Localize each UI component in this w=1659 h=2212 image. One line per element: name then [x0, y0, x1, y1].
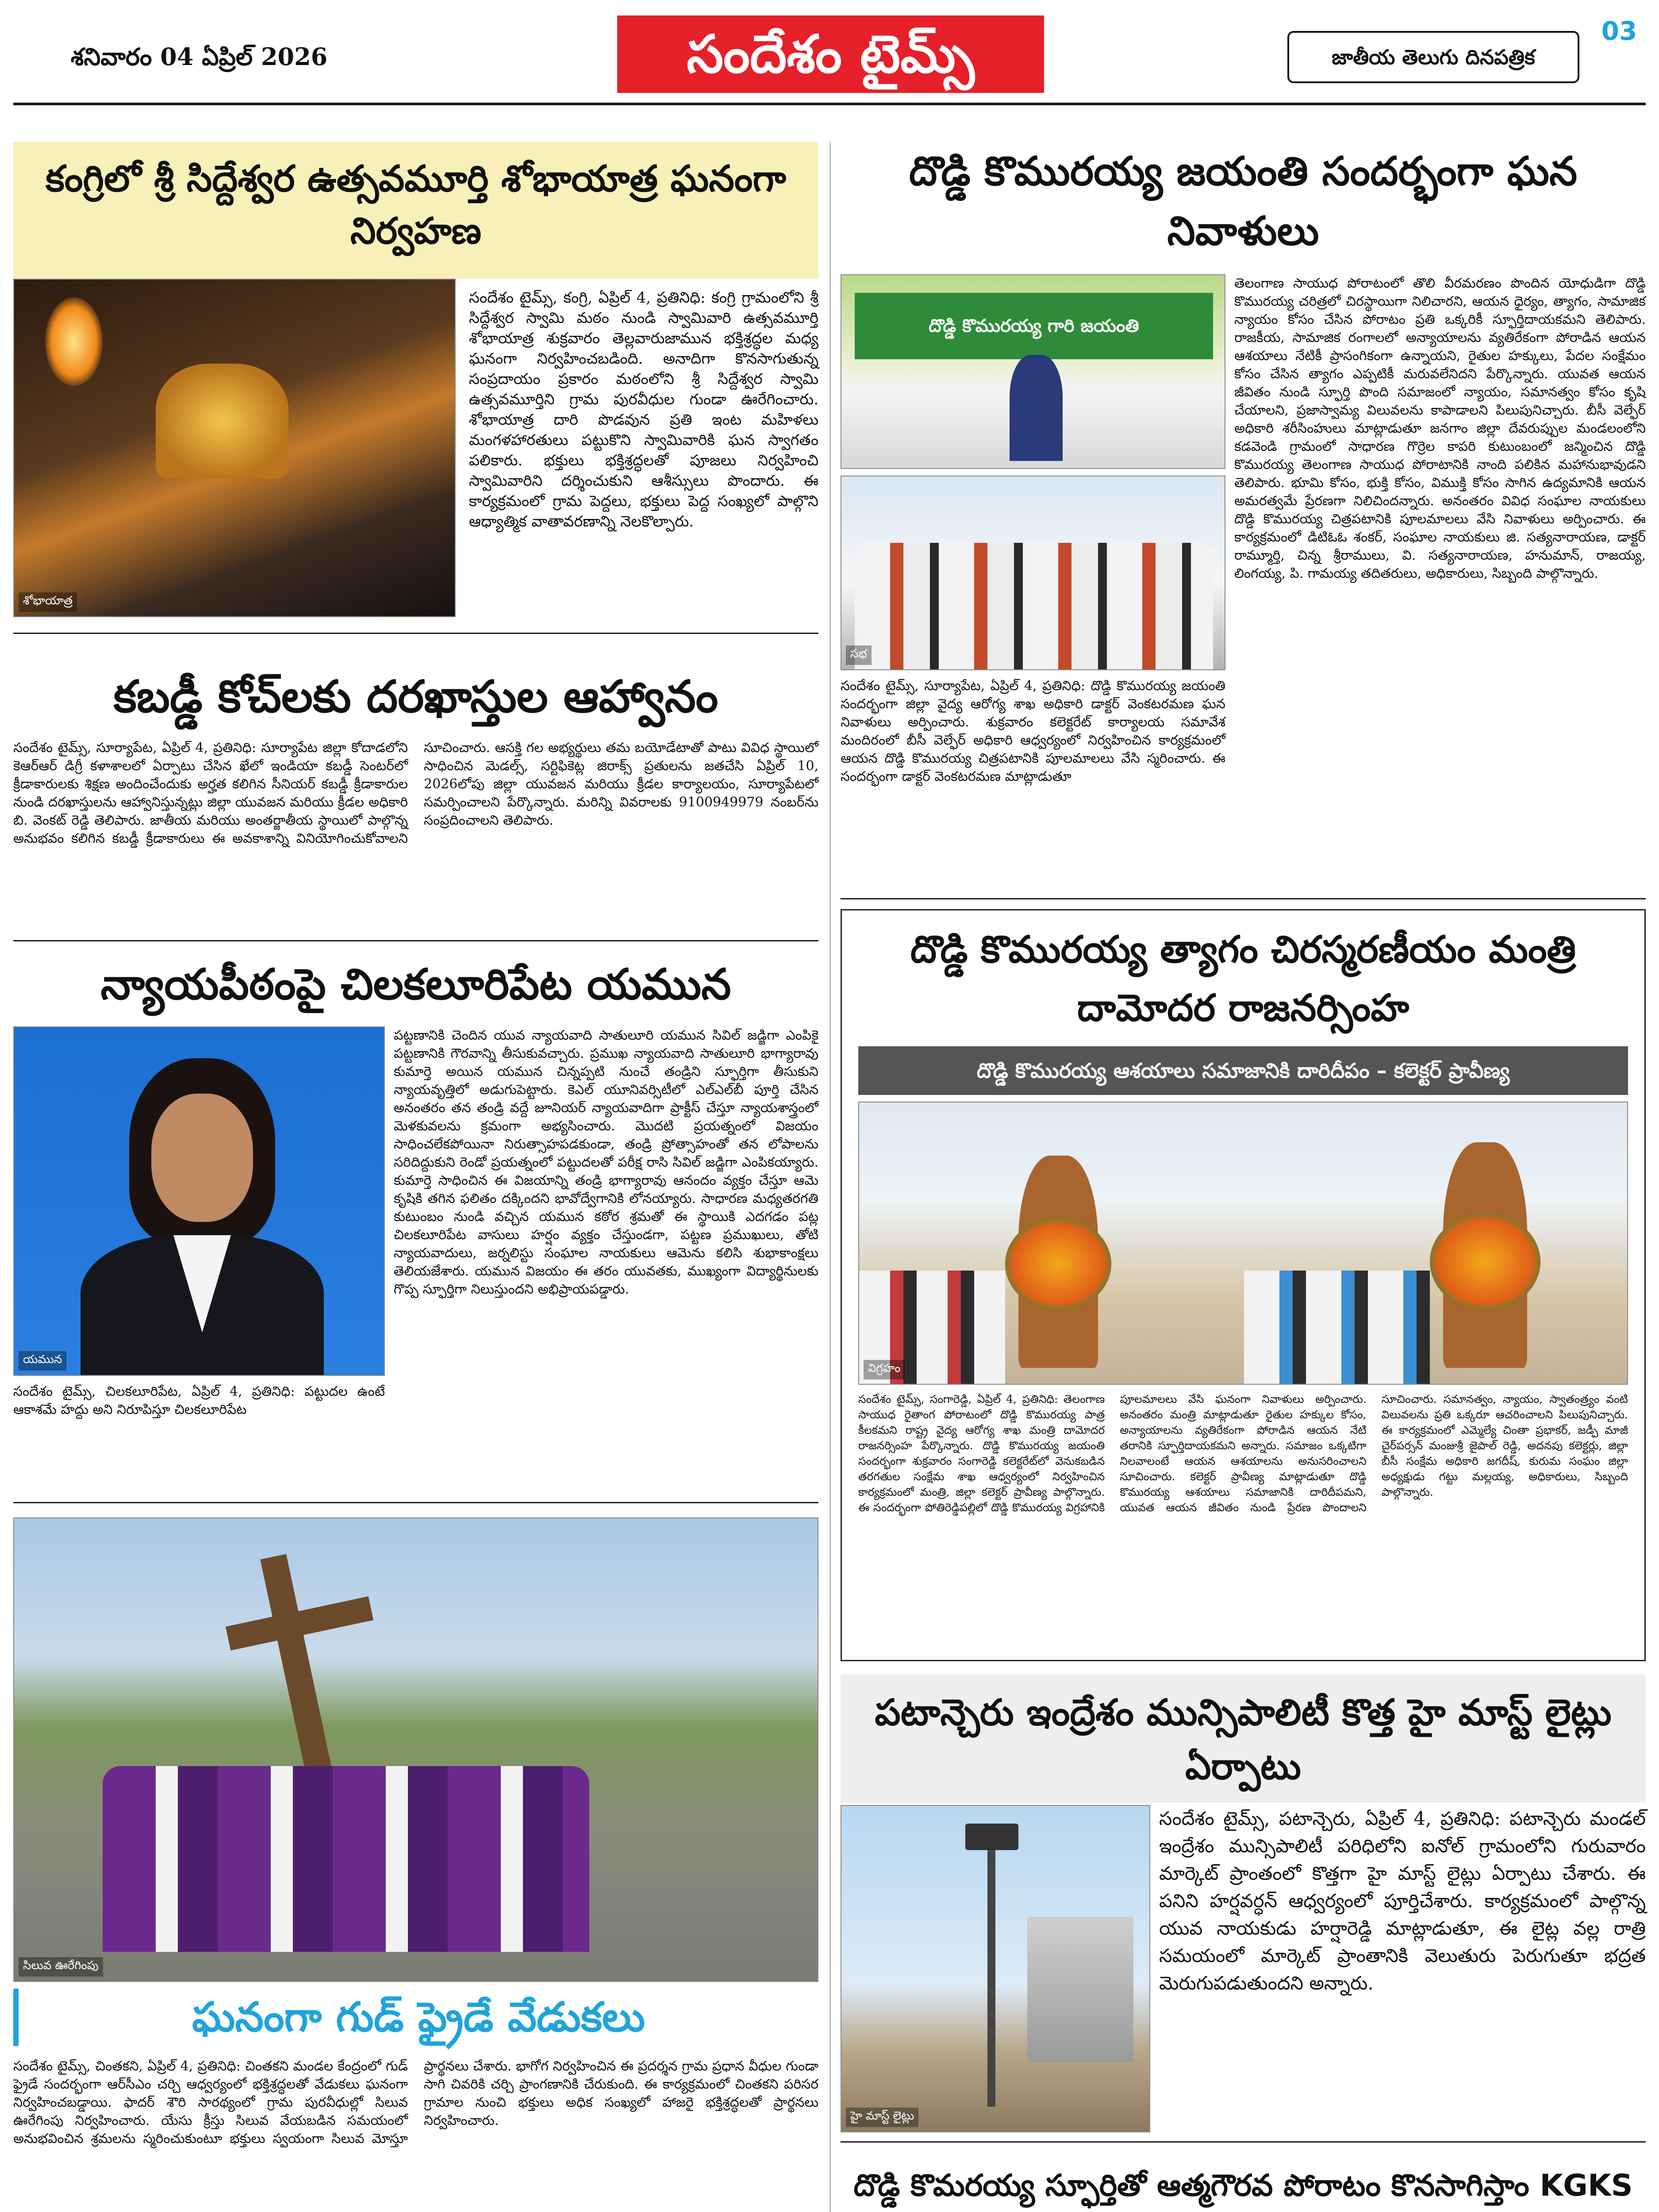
page-number: 03: [1601, 16, 1637, 46]
story1-body: సందేశం టైమ్స్, కంగ్రి, ఏప్రిల్ 4, ప్రతినిధి: కంగ్రి గ్రామంలోని శ్రీ సిద్దేశ్వర స్వామి మఠం నుండి స్వామివారి ఉత్సవమూర్తి శోభాయాత్ర శుక్రవారం తెల్లవారుజామున భక్తిశ్రద్ధల మధ్య ఘనంగా నిర్వహించబడింది. అనాదిగా కొనసాగుతున్న సంప్రదాయం ప్రకారం మఠంలోని శ్రీ సిద్దేశ్వర స్వామి ఉత్సవమూర్తిని గ్రామ పురవీధుల గుండా ఊరేగించారు. శోభాయాత్ర దారి పొడవున ప్రతి ఇంట మహిళలు మంగళహారతులు పట్టుకొని స్వామివారికి ఘన స్వాగతం పలికారు. భక్తులు భక్తిశ్రద్ధలతో పూజలు నిర్వహించి స్వామివారిని దర్శించుకుని ఆశీస్సులు పొందారు. ఈ కార్యక్రమంలో గ్రామ పెద్దలు, భక్తులు పెద్ద సంఖ్యలో పాల్గొని ఆధ్యాత్మిక వాతావరణాన్ని నెలకొల్పారు.: [469, 289, 818, 530]
story3-body: సందేశం టైమ్స్, సూర్యాపేట, ఏప్రిల్ 4, ప్రతినిధి: సూర్యాపేట జిల్లా కోదాడలోని కెఆర్ఆర్ డిగ్రీ కళాశాలలో ఏర్పాటు చేసిన ఖేలో ఇండియా కబడ్డీ సెంటర్‌లో క్రీడాకారులకు శిక్షణ అందించేందుకు అర్హత కలిగిన సీనియర్ కబడ్డీ క్రీడాకారుల నుండి దరఖాస్తులను ఆహ్వానిస్తున్నట్లు జిల్లా యువజన మరియు క్రీడల అధికారి బి. వెంకట్ రెడ్డి తెలిపారు. జాతీయ మరియు అంతర్జాతీయ స్థాయిలో పాల్గొన్న అనుభవం కలిగిన కబడ్డీ క్రీడాకారులు ఈ అవకాశాన్ని వినియోగించుకోవాలని సూచించారు. ఆసక్తి గల అభ్యర్థులు తమ బయోడేటాతో పాటు వివిధ స్థాయిలో సాధించిన మెడల్స్, సర్టిఫికెట్ల జిరాక్స్ ప్రతులను జతచేసి ఏప్రిల్ 10, 2026లోపు జిల్లా యువజన మరియు క్రీడల కార్యాలయం, సూర్యాపేటలో సమర్పించాలని పేర్కొన్నారు. మరిన్ని వివరాలకు 9100949979 నంబర్‌ను సంప్రదించాలని తెలిపారు.: [13, 740, 818, 846]
story2-group-photo: [841, 476, 1225, 670]
goodfriday-caption: సిలువ ఊరేగింపు: [19, 1957, 103, 1977]
masthead-title-box: [617, 15, 1044, 93]
masthead-tagline-box: [1287, 31, 1579, 83]
story7-body: సందేశం టైమ్స్, చింతకని, ఏప్రిల్ 4, ప్రతినిధి: చింతకని మండల కేంద్రంలో గుడ్ ఫ్రైడే సందర్భంగా ఆర్‌సీఎం చర్చి ఆధ్వర్యంలో భక్తిశ్రద్ధలతో వేడుకలు ఘనంగా నిర్వహించబడ్డాయి. ఫాదర్ శౌరి సారథ్యంలో గ్రామ పురవీధుల్లో సిలువ ఊరేగింపు నిర్వహించారు. యేసు క్రీస్తు సిలువ వేయబడిన సమయంలో అనుభవించిన శ్రమలను స్మరించుకుంటూ భక్తులు స్వయంగా సిలువ మోస్తూ ప్రార్థనలు చేశారు. భాగోగ నిర్వహించిన ఈ ప్రదర్శన గ్రామ ప్రధాన వీధుల గుండా సాగి చివరికి చర్చి ప్రాంగణానికి చేరుకుంది. ఈ కార్యక్రమంలో చింతకని పరిసర గ్రామాల నుంచి భక్తులు అధిక సంఖ్యలో హాజరై భక్తిశ్రద్ధలతో ప్రార్థనలు నిర్వహించారు.: [13, 2058, 818, 2147]
story7-caption-headline: ఘనంగా గుడ్ ఫ్రైడే వేడుకలు: [192, 1993, 645, 2041]
highmast-caption: హై మాస్ట్ లైట్లు: [846, 2108, 918, 2127]
page-number-box: [1597, 13, 1641, 49]
story6-headline-band: [841, 1674, 1646, 1803]
story3-rule: [13, 940, 818, 941]
story6-highmast-photo: [841, 1805, 1150, 2132]
story2-body-left: సందేశం టైమ్స్, సూర్యాపేట, ఏప్రిల్ 4, ప్రతినిధి: దొడ్డి కొమురయ్య జయంతి సందర్భంగా జిల్లా వైద్య ఆరోగ్య శాఖ అధికారి డాక్టర్ వెంకటరమణ ఘన నివాళులు అర్పించారు. శుక్రవారం కలెక్టరేట్ కార్యాలయ సమావేశ మందిరంలో బీసీ వెల్ఫేర్ అధికారి ఆధ్వర్యంలో నిర్వహించిన కార్యక్రమంలో ఆయన దొడ్డి కొమురయ్య చిత్రపటానికి పూలమాలలు వేసి స్మరించారు. ఈ సందర్భంగా డాక్టర్ వెంకటరమణ మాట్లాడుతూ: [841, 678, 1225, 784]
story4-rule: [13, 1502, 818, 1503]
story4-body-box: [394, 1026, 818, 1442]
story5-subhead: దొడ్డి కొమురయ్య ఆశయాలు సమాజానికి దారిదీపం – కలెక్టర్ ప్రావీణ్య: [976, 1059, 1510, 1083]
portrait-face: [151, 1094, 253, 1222]
masthead-date: శనివారం 04 ఏప్రిల్ 2026: [70, 42, 328, 71]
story1-procession-photo: [13, 279, 456, 617]
masthead-rule: [13, 103, 1646, 105]
story5-statue-photo: [858, 1102, 1628, 1385]
story5-headline-box: [858, 920, 1628, 1040]
meeting-caption-2: సభ: [846, 645, 872, 665]
idol-figure: [156, 364, 288, 479]
banner-strip: [855, 293, 1213, 359]
crowd-purple: [103, 1766, 589, 1952]
story1-rule: [13, 633, 818, 634]
story1-headline-band: [13, 142, 818, 279]
story5-body: సందేశం టైమ్స్, సంగారెడ్డి, ఏప్రిల్ 4, ప్రతినిధి: తెలంగాణ సాయుధ రైతాంగ పోరాటంలో దొడ్డి కొమురయ్య పాత్ర కీలకమని రాష్ట్ర వైద్య ఆరోగ్య శాఖ మంత్రి దామోదర రాజనర్సింహ పేర్కొన్నారు. దొడ్డి కొమురయ్య జయంతి సందర్భంగా శుక్రవారం సంగారెడ్డి కలెక్టరేట్‌లో వెనుకబడిన తరగతుల సంక్షేమ శాఖ ఆధ్వర్యంలో నిర్వహించిన కార్యక్రమంలో మంత్రి, జిల్లా కలెక్టర్ ప్రావీణ్య పాల్గొన్నారు. ఈ సందర్భంగా పోతిరెడ్డిపల్లిలో దొడ్డి కొమురయ్య విగ్రహానికి పూలమాలలు వేసి ఘనంగా నివాళులు అర్పించారు. అనంతరం మంత్రి మాట్లాడుతూ రైతుల హక్కుల కోసం, అన్యాయాలను వ్యతిరేకంగా పోరాడిన ఆయన నేటి తరానికి స్ఫూర్తిదాయకమని అన్నారు. సమాజం ఒక్కటిగా నిలవాలంటే ఆయన ఆశయాలను అనుసరించాలని సూచించారు. కలెక్టర్ ప్రావీణ్య మాట్లాడుతూ దొడ్డి కొమురయ్య ఆశయాలు సమాజానికి దారిదీపమని, యువత ఆయన జీవితం నుండి ప్రేరణ పొందాలని సూచించారు. సమానత్వం, న్యాయం, స్వాతంత్ర్యం వంటి విలువలను ప్రతి ఒక్కరూ ఆచరించాలని పిలుపునిచ్చారు. ఈ కార్యక్రమంలో ఎమ్మెల్యే చింతా ప్రభాకర్, జడ్పీ మాజీ చైర్‌పర్సన్ మంజుశ్రీ జైపాల్ రెడ్డి, అదనపు కలెక్టర్లు, జిల్లా బీసీ సంక్షేమ అధికారి జగదీష్, కురుమ సంఘం జిల్లా అధ్యక్షుడు గట్టు మల్లయ్య, అధికారులు, సిబ్బంది పాల్గొన్నారు.: [858, 1393, 1628, 1514]
masthead: [0, 0, 1659, 111]
group-people: [855, 543, 1213, 670]
crowd-right: [1244, 1271, 1430, 1385]
garland-right: [1430, 1213, 1540, 1310]
story4-headline: న్యాయపీఠంపై చిలకలూరిపేట యమున: [100, 960, 731, 1009]
story2-headline: దొడ్డి కొమురయ్య జయంతి సందర్భంగా ఘన నివాళులు: [909, 148, 1578, 254]
story4-lead: సందేశం టైమ్స్, చిలకలూరిపేట, ఏప్రిల్ 4, ప్రతినిధి: పట్టుదల ఉంటే ఆకాశమే హద్దు అని నిరూపిస్తూ చిలకలూరిపేట: [13, 1384, 385, 1417]
story6-body-box: [1159, 1805, 1646, 2132]
column-divider: [830, 142, 831, 2212]
story4-body: పట్టణానికి చెందిన యువ న్యాయవాది సాతులూరి యమున సివిల్ జడ్జిగా ఎంపికై పట్టణానికి గౌరవాన్ని తీసుకువచ్చారు. ప్రముఖ న్యాయవాది సాతులూరి భాగ్యారావు కుమార్తె అయిన యమున చిన్నప్పటి నుంచే తండ్రిని స్ఫూర్తిగా తీసుకుని న్యాయవృత్తిలో అడుగుపెట్టారు. కెఎల్ యూనివర్సిటీలో ఎల్ఎల్‌బీ పూర్తి చేసిన అనంతరం తన తండ్రి వద్దే జూనియర్ న్యాయవాదిగా ప్రాక్టీస్ చేస్తూ న్యాయశాస్త్రంలో మెళకువలను క్రమంగా అభ్యసించారు. మొదటి ప్రయత్నంలో విజయం సాధించలేకపోయినా నిరుత్సాహపడకుండా, తండ్రి ప్రోత్సాహంతో తన లోపాలను సరిదిద్దుకుని రెండో ప్రయత్నంలో పట్టుదలతో పరీక్ష రాసి సివిల్ జడ్జిగా ఎంపికయ్యారు. కుమార్తె సాధించిన ఈ విజయాన్ని తండ్రి భాగ్యారావు ఆనందం వ్యక్తం చేస్తూ ఆమె కృషికి తగిన ఫలితం దక్కిందని భావోద్వేగానికి లోనయ్యారు. సాధారణ మధ్యతరగతి కుటుంబం నుండి వచ్చిన యమున కఠోర శ్రమతో ఈ స్థాయికి ఎదగడం పట్ల చిలకలూరిపేట వాసులు హర్షం వ్యక్తం చేస్తుండగా, పట్టణ ప్రముఖులు, తోటి న్యాయవాదులు, జర్నలిస్టు సంఘాల నాయకులు ఆమెను కలిసి శుభాకాంక్షలు తెలియజేశారు. యమున విజయం ఈ తరం యువతకు, ముఖ్యంగా విద్యార్థినులకు గొప్ప స్ఫూర్తిగా నిలుస్తుందని అభిప్రాయపడ్డారు.: [394, 1028, 818, 1297]
procession-caption: శోభాయాత్ర: [19, 592, 77, 612]
story5-subhead-box: [858, 1046, 1628, 1095]
story2-body-right: తెలంగాణ సాయుధ పోరాటంలో తొలి వీరమరణం పొందిన యోధుడిగా దొడ్డి కొమురయ్య చరిత్రలో చిరస్థాయిగా నిలిచారని, ఆయన ధైర్యం, త్యాగం, సామాజిక న్యాయం కోసం చేసిన పోరాటం ప్రతి ఒక్కరికీ స్ఫూర్తిదాయకమని తెలిపారు. రాజకీయ, సామాజిక రంగాలలో అన్యాయాలను వ్యతిరేకంగా పోరాడిన ఆయన ఆశయాలు నేటికీ ప్రాసంగికంగా ఉన్నాయని, రైతుల హక్కులు, పేదల సంక్షేమం కోసం చేసిన త్యాగం ఎప్పటికీ మరువలేనిదని పేర్కొన్నారు. యువత ఆయన జీవితం నుండి స్ఫూర్తి పొంది సమాజంలో న్యాయం, సమానత్వం కోసం కృషి చేయాలని, ప్రజాస్వామ్య విలువలను కాపాడాలని పిలుపునిచ్చారు. బీసీ వెల్ఫేర్ అధికారి శరీసింహులు మాట్లాడుతూ జనగాం జిల్లా దేవరుప్పుల మండలంలోని కడవెండి గ్రామంలో సాధారణ గొర్రెల కాపరి కుటుంబంలో జన్మించిన దొడ్డి కొమురయ్య తెలంగాణ సాయుధ పోరాటానికి నాంది పలికిన మహానుభావుడని తెలిపారు. భూమి కోసం, భుక్తి కోసం, విముక్తి కోసం సాగిన ఉద్యమానికి ఆయన అమరత్వమే ప్రేరణగా నిలిచిందన్నారు. అనంతరం వివిధ సంఘాల నాయకులు దొడ్డి కొమురయ్య చిత్రపటానికి పూలమాలలు వేసి నివాళులు అర్పించారు. ఈ కార్యక్రమంలో డిటిఓఓ శంకర్, సంఘాల నాయకులు జి. సత్యనారాయణ, డాక్టర్ రామ్మూర్తి, చిన్న శ్రీరాములు, వి. సత్యనారాయణ, హనుమాన్, రాజయ్య, లింగయ్య, పి. గామయ్య తదితరులు, అధికారులు, సిబ్బంది పాల్గొన్నారు.: [1234, 276, 1646, 581]
story2-event-photo: [841, 274, 1225, 469]
story2-headline-box: [841, 142, 1646, 274]
statue-caption: విగ్రహం: [864, 1360, 905, 1379]
story6-headline: పటాన్చెరు ఇంద్రేశం మున్సిపాలిటీ కొత్త హై మాస్ట్ లైట్లు ఏర్పాటు: [875, 1692, 1612, 1788]
story8-headline-box: [841, 2159, 1646, 2212]
story5-headline: దొడ్డి కొమురయ్య త్యాగం చిరస్మరణీయం మంత్రి దామోదర రాజనర్సింహ: [910, 928, 1576, 1029]
speaker-figure: [1010, 355, 1063, 461]
portrait-caption: యమున: [19, 1351, 66, 1371]
story5-body-box: [858, 1391, 1628, 1652]
story1-body-box: [469, 288, 818, 617]
story1-headline: కంగ్రిలో శ్రీ సిద్దేశ్వర ఉత్సవమూర్తి శోభాయాత్ర ఘనంగా నిర్వహణ: [46, 158, 786, 252]
story4-headline-box: [13, 951, 818, 1018]
story3-headline: కబడ్డీ కోచ్‌లకు దరఖాస్తుల ఆహ్వానం: [113, 671, 718, 722]
torch-glow: [45, 297, 103, 386]
mast-lights: [965, 1824, 1018, 1850]
story7-goodfriday-photo: [13, 1517, 818, 1982]
story8-headline: దొడ్డి కొమరయ్య స్ఫూర్తితో ఆత్మగౌరవ పోరాటం కొనసాగిస్తాం KGKS: [853, 2168, 1633, 2203]
story7-body-box: [13, 2057, 818, 2212]
masthead-date-box: [18, 35, 380, 79]
story2-right-body-box: [1234, 274, 1646, 889]
story6-body: సందేశం టైమ్స్, పటాన్చెరు, ఏప్రిల్ 4, ప్రతినిధి: పటాన్చెరు మండల్ ఇంద్రేశం మున్సిపాలిటీ పరిధిలోని ఐనోల్ గ్రామంలోని గురువారం మార్కెట్ ప్రాంతంలో కొత్తగా హై మాస్ట్ లైట్లు ఏర్పాటు చేశారు. ఈ పనిని హర్షవర్ధన్ ఆధ్వర్యంలో పూర్తిచేశారు. కార్యక్రమంలో పాల్గొన్న యువ నాయకుడు హర్షారెడ్డి మాట్లాడుతూ, ఈ లైట్ల వల్ల రాత్రి సమయంలో మార్కెట్ ప్రాంతానికి వెలుతురు పెరుగుతూ భద్రత మెరుగుపడుతుందని అన్నారు.: [1159, 1808, 1646, 1994]
banner-text: దొడ్డి కొమురయ్య గారి జయంతి: [929, 316, 1139, 336]
mast-pole: [987, 1824, 995, 2107]
story3-body-box: [13, 739, 818, 933]
story2-left-body-box: [841, 677, 1225, 889]
story3-headline-box: [13, 664, 818, 730]
story6-rule: [841, 2141, 1646, 2143]
story4-portrait-photo: [13, 1026, 385, 1376]
masthead-tagline: జాతీయ తెలుగు దినపత్రిక: [1332, 45, 1535, 69]
story2-rule: [841, 898, 1646, 899]
garland-left: [1005, 1217, 1111, 1310]
masthead-title: సందేశం టైమ్స్: [687, 23, 975, 84]
story7-caption-box: [13, 1989, 818, 2046]
water-tank: [1027, 1916, 1133, 2062]
story4-lead-box: [13, 1382, 385, 1440]
